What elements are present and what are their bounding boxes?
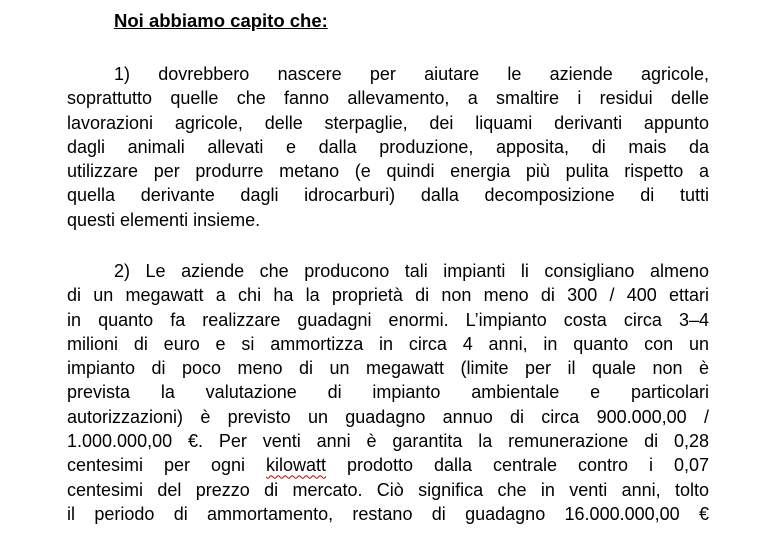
paragraph-2-line: milioni di euro e si ammortizza in circa 4 anni, in quanto con un [67, 333, 709, 354]
paragraph-2-line: prevista la valutazione di impianto ambientale e particolari [67, 382, 709, 403]
paragraph-2-line: centesimi del prezzo di mercato. Ciò significa che in venti anni, tolto [67, 479, 709, 500]
paragraph-2 [67, 259, 709, 526]
paragraph-2-line: il periodo di ammortamento, restano di guadagno 16.000.000,00 € [67, 503, 709, 524]
paragraph-2-line-with-spellcheck [67, 453, 709, 477]
paragraph-1-line: lavorazioni agricole, delle sterpaglie, dei liquami derivanti appunto [67, 112, 709, 133]
line-text: centesimi per ogni [67, 455, 266, 476]
paragraph-1-line: utilizzare per produrre metano (e quindi energia più pulita rispetto a [67, 161, 709, 182]
paragraph-1-line: 1) dovrebbero nascere per aiutare le aziende agricole, [114, 64, 709, 84]
paragraph-2-line: impianto di poco meno di un megawatt (limite per il quale non è [67, 358, 709, 379]
paragraph-1-line: quella derivante dagli idrocarburi) dalla decomposizione di tutti [67, 185, 709, 206]
spellcheck-flagged-word[interactable]: kilowatt [265, 455, 327, 476]
paragraph-2-line: 1.000.000,00 €. Per venti anni è garantita la remunerazione di 0,28 [67, 431, 709, 452]
paragraph-1-line: soprattutto quelle che fanno allevamento, a smaltire i residui delle [67, 88, 709, 109]
section-heading: Noi abbiamo capito che: [114, 10, 328, 31]
line-text: prodotto dalla centrale contro i 0,07 [326, 455, 710, 476]
paragraph-1 [67, 62, 709, 232]
paragraph-2-line: autorizzazioni) è previsto un guadagno annuo di circa 900.000,00 / [67, 406, 709, 427]
paragraph-2-line: in quanto fa realizzare guadagni enormi. L’impianto costa circa 3–4 [67, 309, 709, 330]
paragraph-1-line: questi elementi insieme. [67, 209, 261, 230]
paragraph-2-line: di un megawatt a chi ha la proprietà di non meno di 300 / 400 ettari [67, 285, 709, 306]
paragraph-1-line: dagli animali allevati e dalla produzione, apposita, di mais da [67, 136, 709, 157]
paragraph-2-line: 2) Le aziende che producono tali impianti li consigliano almeno [114, 261, 709, 281]
